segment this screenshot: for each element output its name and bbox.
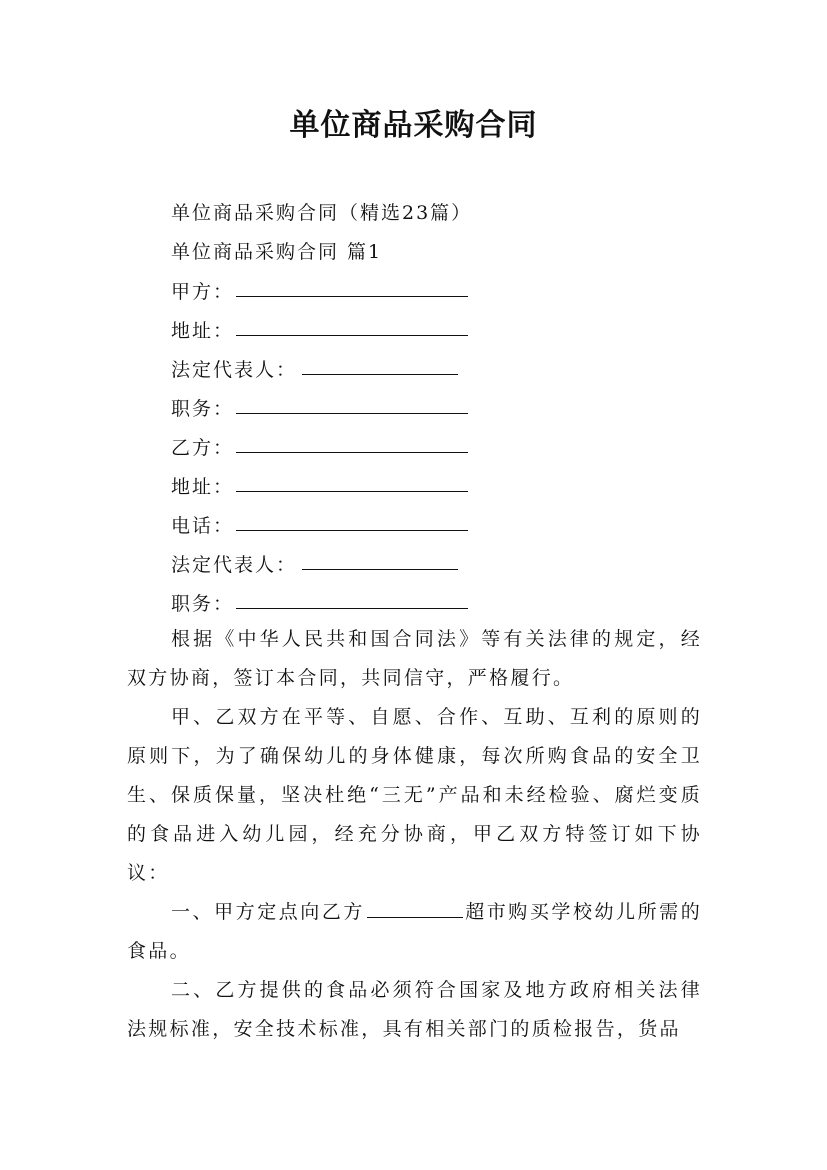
party-a-address-label: 地址： [171,320,235,342]
document-title: 单位商品采购合同 [289,108,538,143]
paragraph-principles: 甲、乙双方在平等、自愿、合作、互助、互利的原则的原则下，为了确保幼儿的身体健康，每次所购食品的安全卫生、保质保量，坚决杜绝“三无”产品和未经检验、腐烂变质的食品进入幼儿园，经充分协商，甲乙双方特签订如下协议： [127,706,702,884]
paragraph-clause-1 [127,893,702,971]
party-b-phone-label: 电话： [171,515,235,537]
party-a-address-blank [236,335,468,336]
clause-1-text-before: 一、甲方定点向乙方 [171,901,365,923]
party-b-address-label: 地址： [171,476,235,498]
party-b-address-blank [236,491,468,492]
party-a-blank [236,296,468,297]
party-a-label: 甲方： [171,281,235,303]
party-b-blank [236,452,468,453]
party-b-legal-rep-label: 法定代表人： [171,554,298,576]
party-a-position-label: 职务： [171,398,235,420]
party-b-phone-blank [236,530,468,531]
party-b-label: 乙方： [171,437,235,459]
party-b-position-blank [236,608,468,609]
party-b-position-label: 职务： [171,593,235,615]
party-a-position-blank [236,413,468,414]
paragraph-clause-2: 二、乙方提供的食品必须符合国家及地方政府相关法律法规标准，安全技术标准，具有相关部门的质检报告，货品 [127,979,702,1040]
supermarket-name-blank [367,899,463,918]
document-subtitle: 单位商品采购合同（精选23篇） [171,202,473,224]
clause-1-text-after: 超市购买学校幼儿所需的食品。 [127,901,702,962]
party-b-legal-rep-blank [302,569,458,570]
party-a-legal-rep-label: 法定代表人： [171,359,298,381]
section-heading: 单位商品采购合同 篇1 [171,241,383,263]
party-a-legal-rep-blank [302,374,458,375]
paragraph-legal-basis: 根据《中华人民共和国合同法》等有关法律的规定，经双方协商，签订本合同，共同信守，严格履行。 [127,628,702,689]
